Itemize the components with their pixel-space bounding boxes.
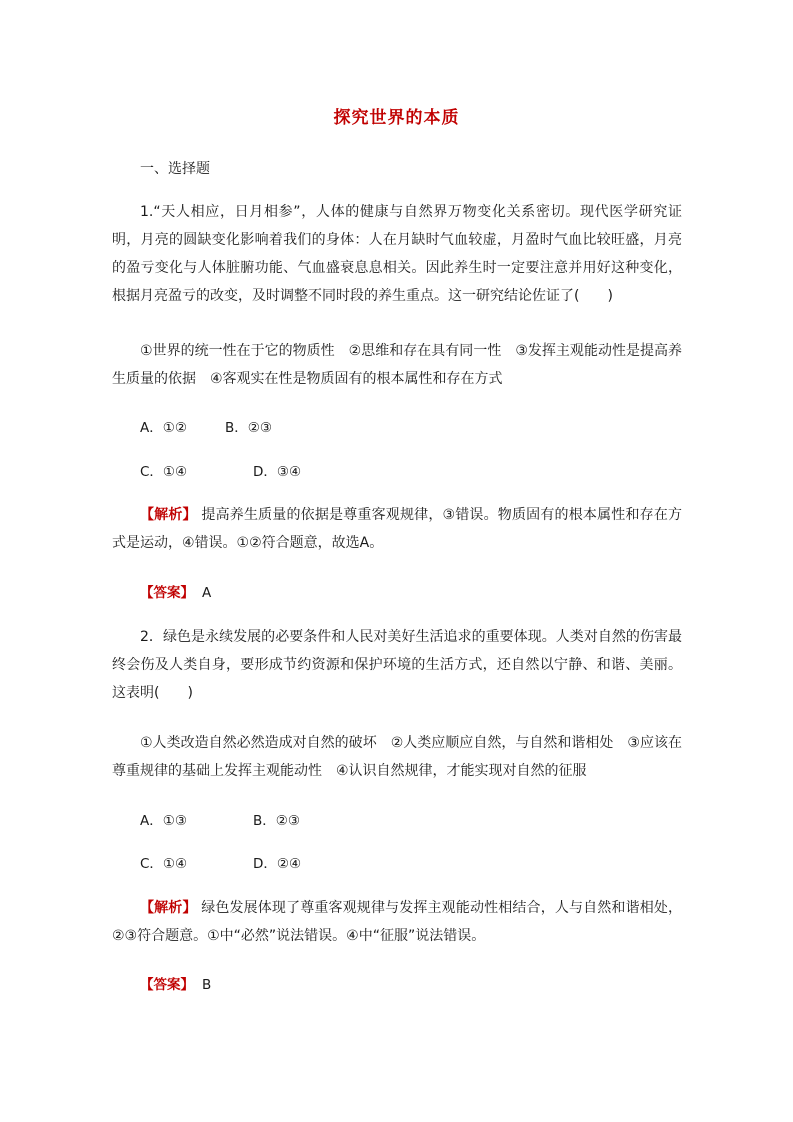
question-1-answer xyxy=(140,581,211,601)
question-1-option-c: C．①④ xyxy=(140,464,188,480)
question-1-options-row-1 xyxy=(140,416,272,436)
question-1-option-d: D．③④ xyxy=(253,464,302,480)
question-1-statements: ①世界的统一性在于它的物质性 ②思维和存在具有同一性 ③发挥主观能动性是提高养生质量的依据 ④客观实在性是物质固有的根本属性和存在方式 xyxy=(112,343,682,387)
question-2-answer xyxy=(140,973,211,993)
section-heading: 一、选择题 xyxy=(140,161,210,177)
question-2-option-b: B．②③ xyxy=(253,813,300,829)
answer-value: B xyxy=(202,977,212,993)
question-2-stem: 2．绿色是永续发展的必要条件和人民对美好生活追求的重要体现。人类对自然的伤害最终会伤及人类自身，要形成节约资源和保护环境的生活方式，还自然以宁静、和谐、美丽。这表明( ) xyxy=(112,629,682,701)
answer-value: A xyxy=(202,585,212,601)
question-1-option-a: A．①② xyxy=(140,420,187,436)
question-1-options-row-2 xyxy=(140,460,301,480)
analysis-text: 提高养生质量的依据是尊重客观规律，③错误。物质固有的根本属性和存在方式是运动，④错误。①②符合题意，故选A。 xyxy=(112,507,683,551)
question-1-stem: 1.“天人相应，日月相参”，人体的健康与自然界万物变化关系密切。现代医学研究证明，月亮的圆缺变化影响着我们的身体：人在月缺时气血较虚，月盈时气血比较旺盛，月亮的盈亏变化与人体脏腑功能、气血盛衰息息相关。因此养生时一定要注意并用好这种变化，根据月亮盈亏的改变，及时调整不同时段的养生重点。这一研究结论佐证了( ) xyxy=(112,204,682,304)
question-2-statements: ①人类改造自然必然造成对自然的破坏 ②人类应顺应自然，与自然和谐相处 ③应该在尊重规律的基础上发挥主观能动性 ④认识自然规律，才能实现对自然的征服 xyxy=(112,735,682,779)
question-1-analysis xyxy=(112,501,682,557)
question-2-analysis xyxy=(112,894,682,950)
question-2-option-a: A．①③ xyxy=(140,813,187,829)
question-1-option-b: B．②③ xyxy=(225,420,272,436)
question-2-options-row-2 xyxy=(140,852,301,872)
question-2-option-d: D．②④ xyxy=(253,856,302,872)
analysis-label: 【解析】 xyxy=(140,900,197,916)
answer-label: 【答案】 xyxy=(140,585,194,601)
question-2-option-c: C．①④ xyxy=(140,856,188,872)
answer-label: 【答案】 xyxy=(140,977,194,993)
analysis-label: 【解析】 xyxy=(140,507,197,523)
document-title: 探究世界的本质 xyxy=(333,108,460,128)
question-2-options-row-1 xyxy=(140,809,300,829)
analysis-text: 绿色发展体现了尊重客观规律与发挥主观能动性相结合，人与自然和谐相处，②③符合题意。①中“必然”说法错误。④中“征服”说法错误。 xyxy=(112,900,683,944)
